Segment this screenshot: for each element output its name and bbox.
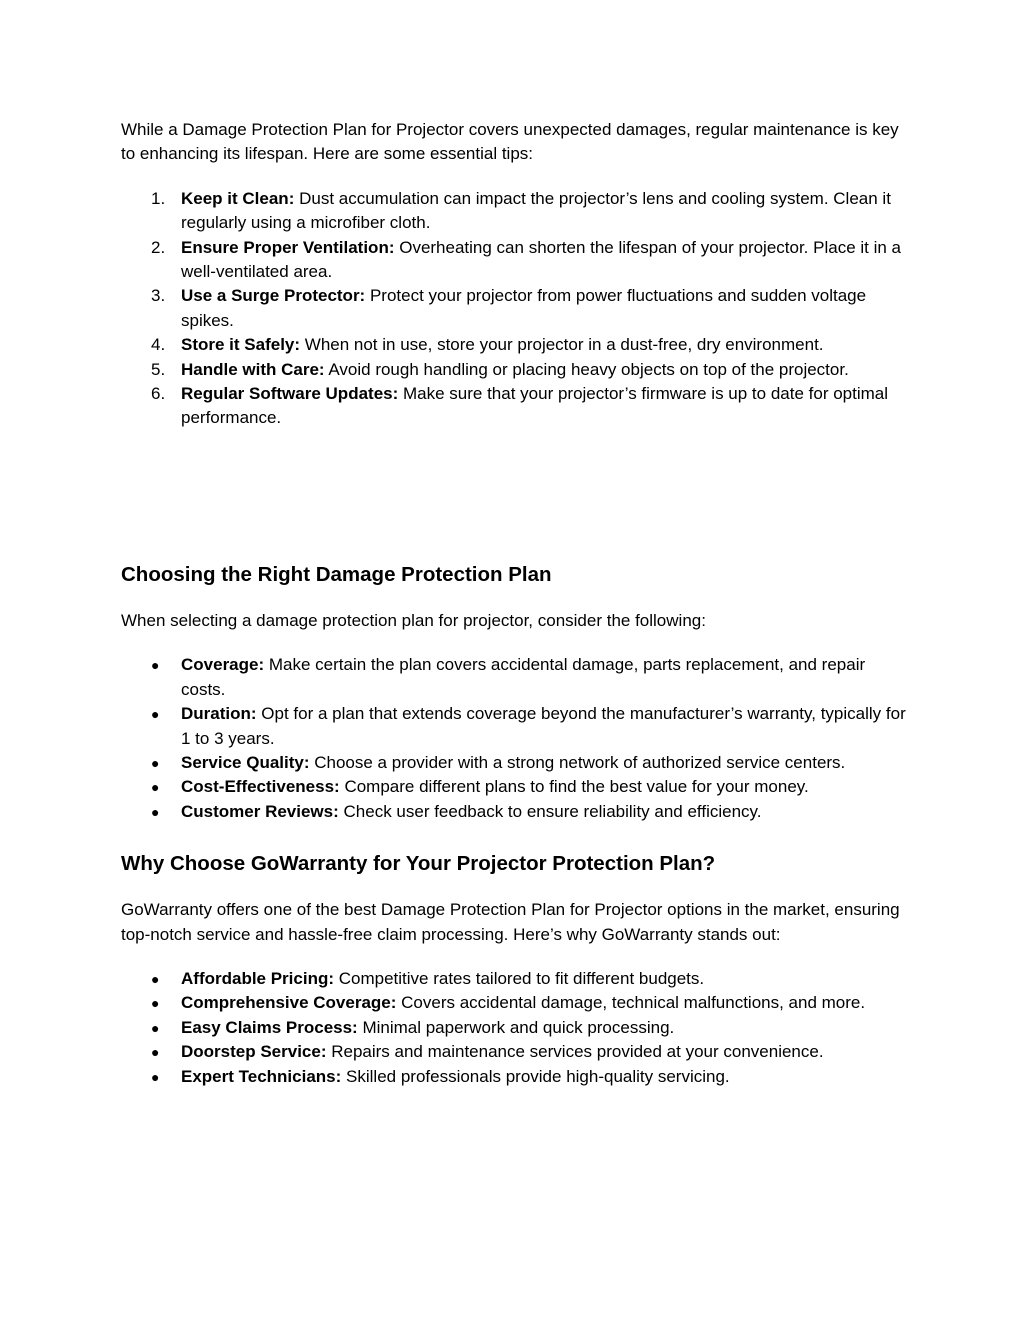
item-text: Covers accidental damage, technical malfunctions, and more. — [396, 993, 866, 1013]
tip-text: Make sure that your projector’s firmware is up to date for optimal performance. — [181, 384, 889, 428]
bullet-icon: ● — [151, 1068, 160, 1085]
list-item — [121, 967, 911, 991]
bullet-icon: ● — [151, 779, 160, 796]
bullet-icon: ● — [151, 1019, 160, 1036]
why-intro-paragraph: GoWarranty offers one of the best Damage Protection Plan for Projector options in the market, ensuring top-notch service and hassle-free claim processing. Here’s why GoWarranty stands out: — [121, 900, 900, 944]
bullet-icon: ● — [151, 803, 160, 820]
tip-text: Protect your projector from power fluctuations and sudden voltage spikes. — [181, 286, 867, 330]
list-item — [121, 702, 911, 751]
item-text: Repairs and maintenance services provided at your convenience. — [326, 1042, 824, 1062]
list-item — [121, 800, 911, 824]
section-heading-why-gowarranty: Why Choose GoWarranty for Your Projector Protection Plan? — [121, 852, 716, 876]
item-title: Coverage: — [181, 655, 265, 675]
item-title: Customer Reviews: — [181, 801, 339, 821]
item-text: Choose a provider with a strong network of authorized service centers. — [309, 752, 846, 772]
list-item — [121, 653, 911, 702]
gowarranty-benefits-list — [121, 967, 911, 1089]
item-text: Opt for a plan that extends coverage beyond the manufacturer’s warranty, typically for 1 to 3 years. — [181, 704, 906, 748]
list-item — [121, 775, 911, 799]
item-text: Skilled professionals provide high-quality servicing. — [341, 1066, 730, 1086]
list-item — [121, 284, 911, 333]
list-item — [121, 333, 911, 357]
document-page — [121, 118, 911, 1089]
list-item — [121, 1016, 911, 1040]
bullet-icon: ● — [151, 1044, 160, 1061]
list-number: 5. — [151, 359, 166, 379]
list-item — [121, 382, 911, 431]
item-title: Comprehensive Coverage: — [181, 993, 397, 1013]
item-text: Compare different plans to find the best value for your money. — [339, 777, 809, 797]
list-item — [121, 1065, 911, 1089]
list-item — [121, 751, 911, 775]
item-title: Expert Technicians: — [181, 1066, 342, 1086]
bullet-icon: ● — [151, 706, 160, 723]
item-title: Duration: — [181, 704, 257, 724]
list-number: 1. — [151, 188, 166, 208]
tip-title: Use a Surge Protector: — [181, 286, 366, 306]
item-title: Affordable Pricing: — [181, 968, 335, 988]
item-title: Cost-Effectiveness: — [181, 777, 340, 797]
item-text: Competitive rates tailored to fit different budgets. — [334, 968, 705, 988]
bullet-icon: ● — [151, 970, 160, 987]
item-title: Service Quality: — [181, 752, 310, 772]
tip-text: Dust accumulation can impact the projector’s lens and cooling system. Clean it regularly using a microfiber cloth. — [181, 188, 891, 233]
tip-title: Regular Software Updates: — [181, 384, 399, 404]
item-title: Doorstep Service: — [181, 1042, 327, 1062]
item-text: Minimal paperwork and quick processing. — [357, 1017, 675, 1037]
item-text: Make certain the plan covers accidental damage, parts replacement, and repair costs. — [181, 655, 866, 699]
maintenance-tips-list — [121, 187, 911, 431]
tip-title: Handle with Care: — [181, 359, 325, 379]
tip-text: Avoid rough handling or placing heavy objects on top of the projector. — [324, 359, 849, 379]
list-item — [121, 187, 911, 236]
list-item — [121, 991, 911, 1015]
list-number: 4. — [151, 335, 166, 355]
choosing-intro-paragraph: When selecting a damage protection plan for projector, consider the following: — [121, 610, 706, 630]
list-item — [121, 236, 911, 285]
item-title: Easy Claims Process: — [181, 1017, 358, 1037]
tip-title: Ensure Proper Ventilation: — [181, 237, 395, 257]
list-item — [121, 358, 911, 382]
tip-text: Overheating can shorten the lifespan of your projector. Place it in a well-ventilated area. — [181, 237, 902, 282]
bullet-icon: ● — [151, 754, 160, 771]
list-number: 6. — [151, 384, 166, 404]
bullet-icon: ● — [151, 657, 160, 674]
list-number: 3. — [151, 286, 166, 306]
list-item — [121, 1040, 911, 1064]
bullet-icon: ● — [151, 995, 160, 1012]
intro-paragraph: While a Damage Protection Plan for Projector covers unexpected damages, regular maintenance is key to enhancing its lifespan. Here are some essential tips: — [121, 120, 899, 164]
section-heading-choosing: Choosing the Right Damage Protection Plan — [121, 562, 552, 586]
list-number: 2. — [151, 237, 166, 257]
tip-title: Keep it Clean: — [181, 188, 295, 208]
choosing-criteria-list — [121, 653, 911, 824]
tip-text: When not in use, store your projector in a dust-free, dry environment. — [300, 335, 824, 355]
item-text: Check user feedback to ensure reliability and efficiency. — [338, 801, 762, 821]
tip-title: Store it Safely: — [181, 335, 301, 355]
